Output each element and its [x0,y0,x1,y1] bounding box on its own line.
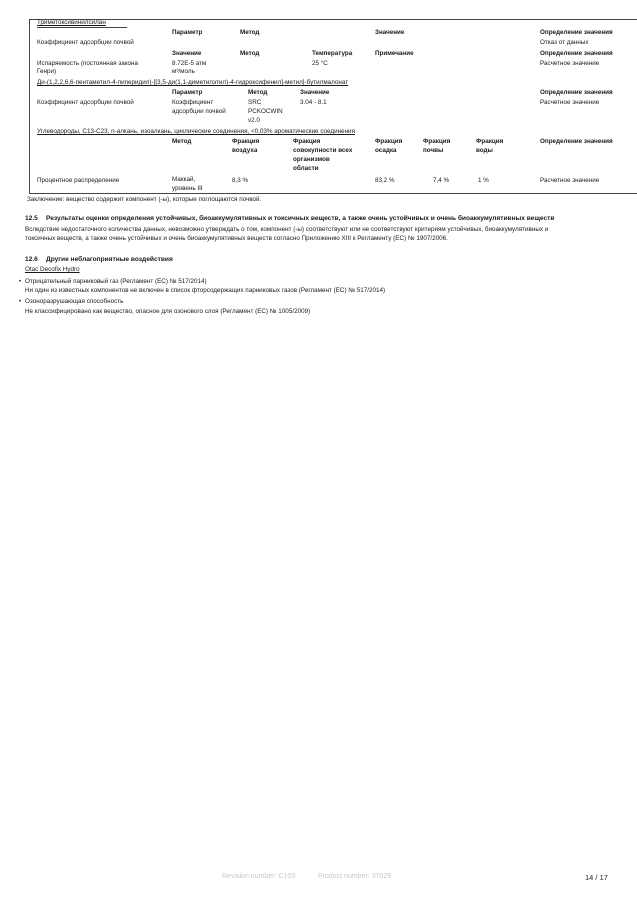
list-item: Озоноразрушающая способность [25,298,124,305]
cell-method: PCKOCWIN [248,108,283,115]
section-text: Вследствие недостаточного количества данных, невозможно утверждать о том, компонент (-ы) соответствуют или не соответствуют критериям устойчивых, биоаккумулятивных и [25,226,549,233]
col-header-air: Фракция [232,138,260,145]
substance-3-title: Углеводороды, C13-C23, n-алкань, изоалкань, циклические соединения, <0,03% ароматические соединения [37,128,355,135]
section-number: 12.6 [25,256,38,263]
cell-water: 1 % [478,177,489,184]
substance-2-title: Ди-(1,2,2,6,6-пентаметил-4-пиперидил)-[[3,5-ди(1,1-диметилэтил)-4-гидроксифенил]-метил]-бутилмалонат [37,79,349,86]
cell-determination: Расчетное значение [540,99,600,106]
cell-method: v2.0 [248,117,260,124]
cell-param: Испаряемость (постоянная закона [37,60,139,67]
cell-param: Процентное распределение [37,177,120,184]
cell-param: Генри) [37,68,57,75]
product-name: Otac Decofix Hydro [25,266,80,273]
box-top-border [29,19,637,20]
cell-value: 3.04 - 8.1 [300,99,327,106]
col-header-value: Значение [172,50,202,57]
col-header-sediment: осадка [375,147,397,154]
cell-air: 8,3 % [232,177,249,184]
divider [37,27,127,28]
cell-param: Коэффициент адсорбции почвой [37,99,134,106]
page-number: 14 / 17 [585,873,608,882]
cell-temperature: 25 °C [312,60,328,67]
col-header-organisms: организмов [293,156,330,163]
cell-method: Маккай, [172,176,196,183]
conclusion-text: Заключение: вещество содержит компонент (-ы), которые поглощаются почвой. [27,196,262,203]
col-header-method: Метод [248,89,268,96]
bullet-icon: • [19,298,22,305]
cell-value: м³/моль [172,68,195,75]
col-header-note: Примечание [375,50,414,57]
col-header-method: Метод [172,138,192,145]
col-header-water: воды [476,147,493,154]
col-header-value: Значение [375,29,405,36]
section-title: Другие неблагоприятные воздействия [46,256,173,263]
col-header-determination: Определение значения [540,89,613,96]
col-header-temperature: Температура [312,50,353,57]
col-header-value: Значение [300,89,330,96]
cell-value: 8.72E-5 атм [172,60,207,67]
list-item-detail: Ни один из известных компонентов не включен в список фторсодержащих парниковых газов (Регламент (ЕС) № 517/2014) [25,287,386,294]
list-item: Отрицательный парниковый газ (Регламент (ЕС) № 517/2014) [25,278,207,285]
col-header-soil: почвы [423,147,444,154]
cell-param: адсорбции почвой [172,108,226,115]
box-bottom-border [29,193,637,194]
cell-determination: Расчетное значение [540,177,600,184]
col-header-water: Фракция [476,138,504,145]
box-left-border [29,19,30,193]
col-header-param: Параметр [172,89,203,96]
col-header-sediment: Фракция [375,138,403,145]
col-header-determination: Определение значения [540,50,613,57]
bullet-icon: • [19,278,22,285]
cell-determination: Отказ от данных [540,39,589,46]
col-header-param: Параметр [172,29,203,36]
cell-soil: 7,4 % [433,177,450,184]
cell-sediment: 83,2 % [375,177,395,184]
list-item-detail: Не классифицировано как вещество, опасное для озонового слоя (Регламент (ЕС) № 1005/2009) [25,308,311,315]
col-header-soil: Фракция [423,138,451,145]
substance-1-title: Триметоксивинилсилан [37,19,106,26]
col-header-determination: Определение значения [540,138,613,145]
cell-param: Коэффициент адсорбции почвой [37,39,134,46]
section-number: 12.5 [25,215,38,222]
col-header-organisms: совокупности всех [293,147,353,154]
col-header-organisms: Фракция [293,138,321,145]
cell-method: SRC [248,99,262,106]
cell-method: уровень III [172,185,203,192]
product-number: Product number: 37029 [318,873,392,880]
col-header-determination: Определение значения [540,29,613,36]
cell-param: Коэффициент [172,99,214,106]
col-header-air: воздуха [232,147,258,154]
col-header-organisms: области [293,165,319,172]
section-text: токсичных веществ, а также очень устойчивых и очень биоаккумулятивных веществ согласно Приложению XIII к Регламенту (ЕС) № 1907/2006. [25,235,448,242]
section-title: Результаты оценки определения устойчивых, биоаккумулятивных и токсичных веществ, а также очень устойчивых и очень биоаккумулятивных веществ [46,215,555,222]
cell-determination: Расчетное значение [540,60,600,67]
col-header-method: Метод [240,50,260,57]
col-header-method: Метод [240,29,260,36]
revision-number: Revision number: C103 [222,873,296,880]
